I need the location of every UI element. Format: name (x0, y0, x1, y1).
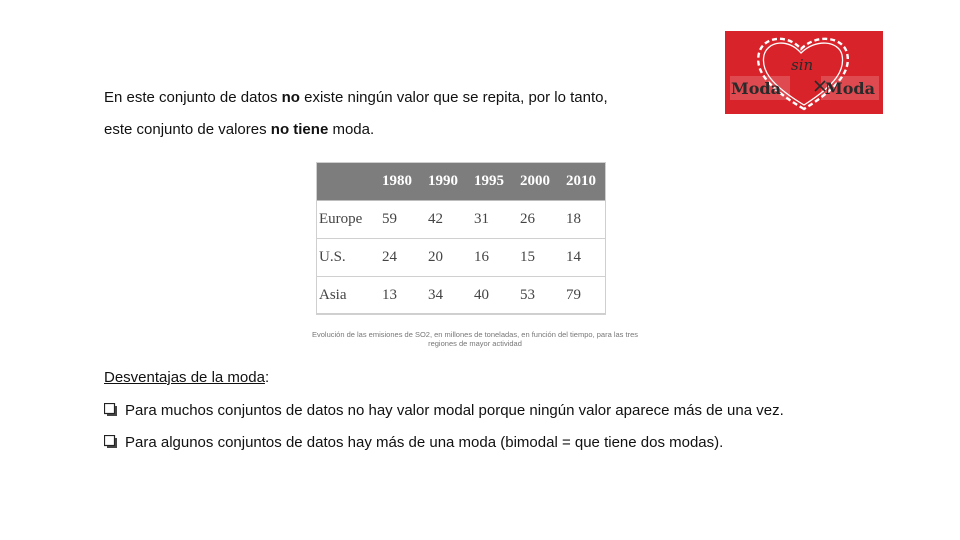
logo-moda-left-text: Moda (731, 79, 781, 98)
table-cell: 15 (514, 239, 560, 277)
text-run: En este conjunto de datos (104, 89, 282, 106)
table-cell: 16 (468, 239, 514, 277)
paragraph-line-1 (104, 89, 608, 107)
header-cell (316, 162, 376, 201)
list-item-text: Para muchos conjuntos de datos no hay valor modal porque ningún valor aparece más de una vez. (125, 402, 784, 419)
header-cell: 1980 (376, 162, 422, 201)
checkbox-icon (104, 435, 117, 448)
header-cell: 2010 (560, 162, 606, 201)
table-cell: 40 (468, 277, 514, 315)
table-caption: Evolución de las emisiones de SO2, en millones de toneladas, en función del tiempo, para las tres regiones de mayor actividad (311, 330, 639, 348)
text-run: existe ningún valor que se repita, por lo tanto, (299, 89, 608, 106)
table-cell: 14 (560, 239, 606, 277)
checkbox-icon (104, 403, 117, 416)
list-item (104, 434, 723, 452)
table-row (316, 201, 606, 239)
table-cell: 79 (560, 277, 606, 315)
bold-run: no (281, 89, 300, 106)
table-row (316, 239, 606, 277)
header-cell: 1995 (468, 162, 514, 201)
table-cell: 20 (422, 239, 468, 277)
table-cell: 13 (376, 277, 422, 315)
table-cell: 53 (514, 277, 560, 315)
emissions-table (316, 162, 606, 315)
logo-sin-text: sin (791, 56, 814, 74)
text-run: moda. (328, 121, 375, 138)
list-item (104, 402, 784, 420)
heading-colon: : (264, 369, 270, 386)
disadvantages-heading (104, 369, 269, 387)
paragraph-line-2 (104, 121, 374, 139)
table-header-row (316, 162, 606, 201)
table-cell: 31 (468, 201, 514, 239)
table-cell: 24 (376, 239, 422, 277)
table-cell: 18 (560, 201, 606, 239)
table-cell: 59 (376, 201, 422, 239)
row-header: U.S. (316, 239, 376, 277)
table-cell: 34 (422, 277, 468, 315)
header-cell: 1990 (422, 162, 468, 201)
row-header: Europe (316, 201, 376, 239)
table-cell: 42 (422, 201, 468, 239)
row-header: Asia (316, 277, 376, 315)
header-cell: 2000 (514, 162, 560, 201)
table-row (316, 277, 606, 315)
list-item-text: Para algunos conjuntos de datos hay más de una moda (bimodal = que tiene dos modas). (125, 434, 724, 451)
heading-text: Desventajas de la moda (104, 369, 265, 386)
sin-moda-logo (725, 31, 883, 114)
text-run: este conjunto de valores (104, 121, 271, 138)
bold-run: no tiene (270, 121, 329, 138)
table-cell: 26 (514, 201, 560, 239)
logo-moda-right-text: Moda (825, 79, 875, 98)
